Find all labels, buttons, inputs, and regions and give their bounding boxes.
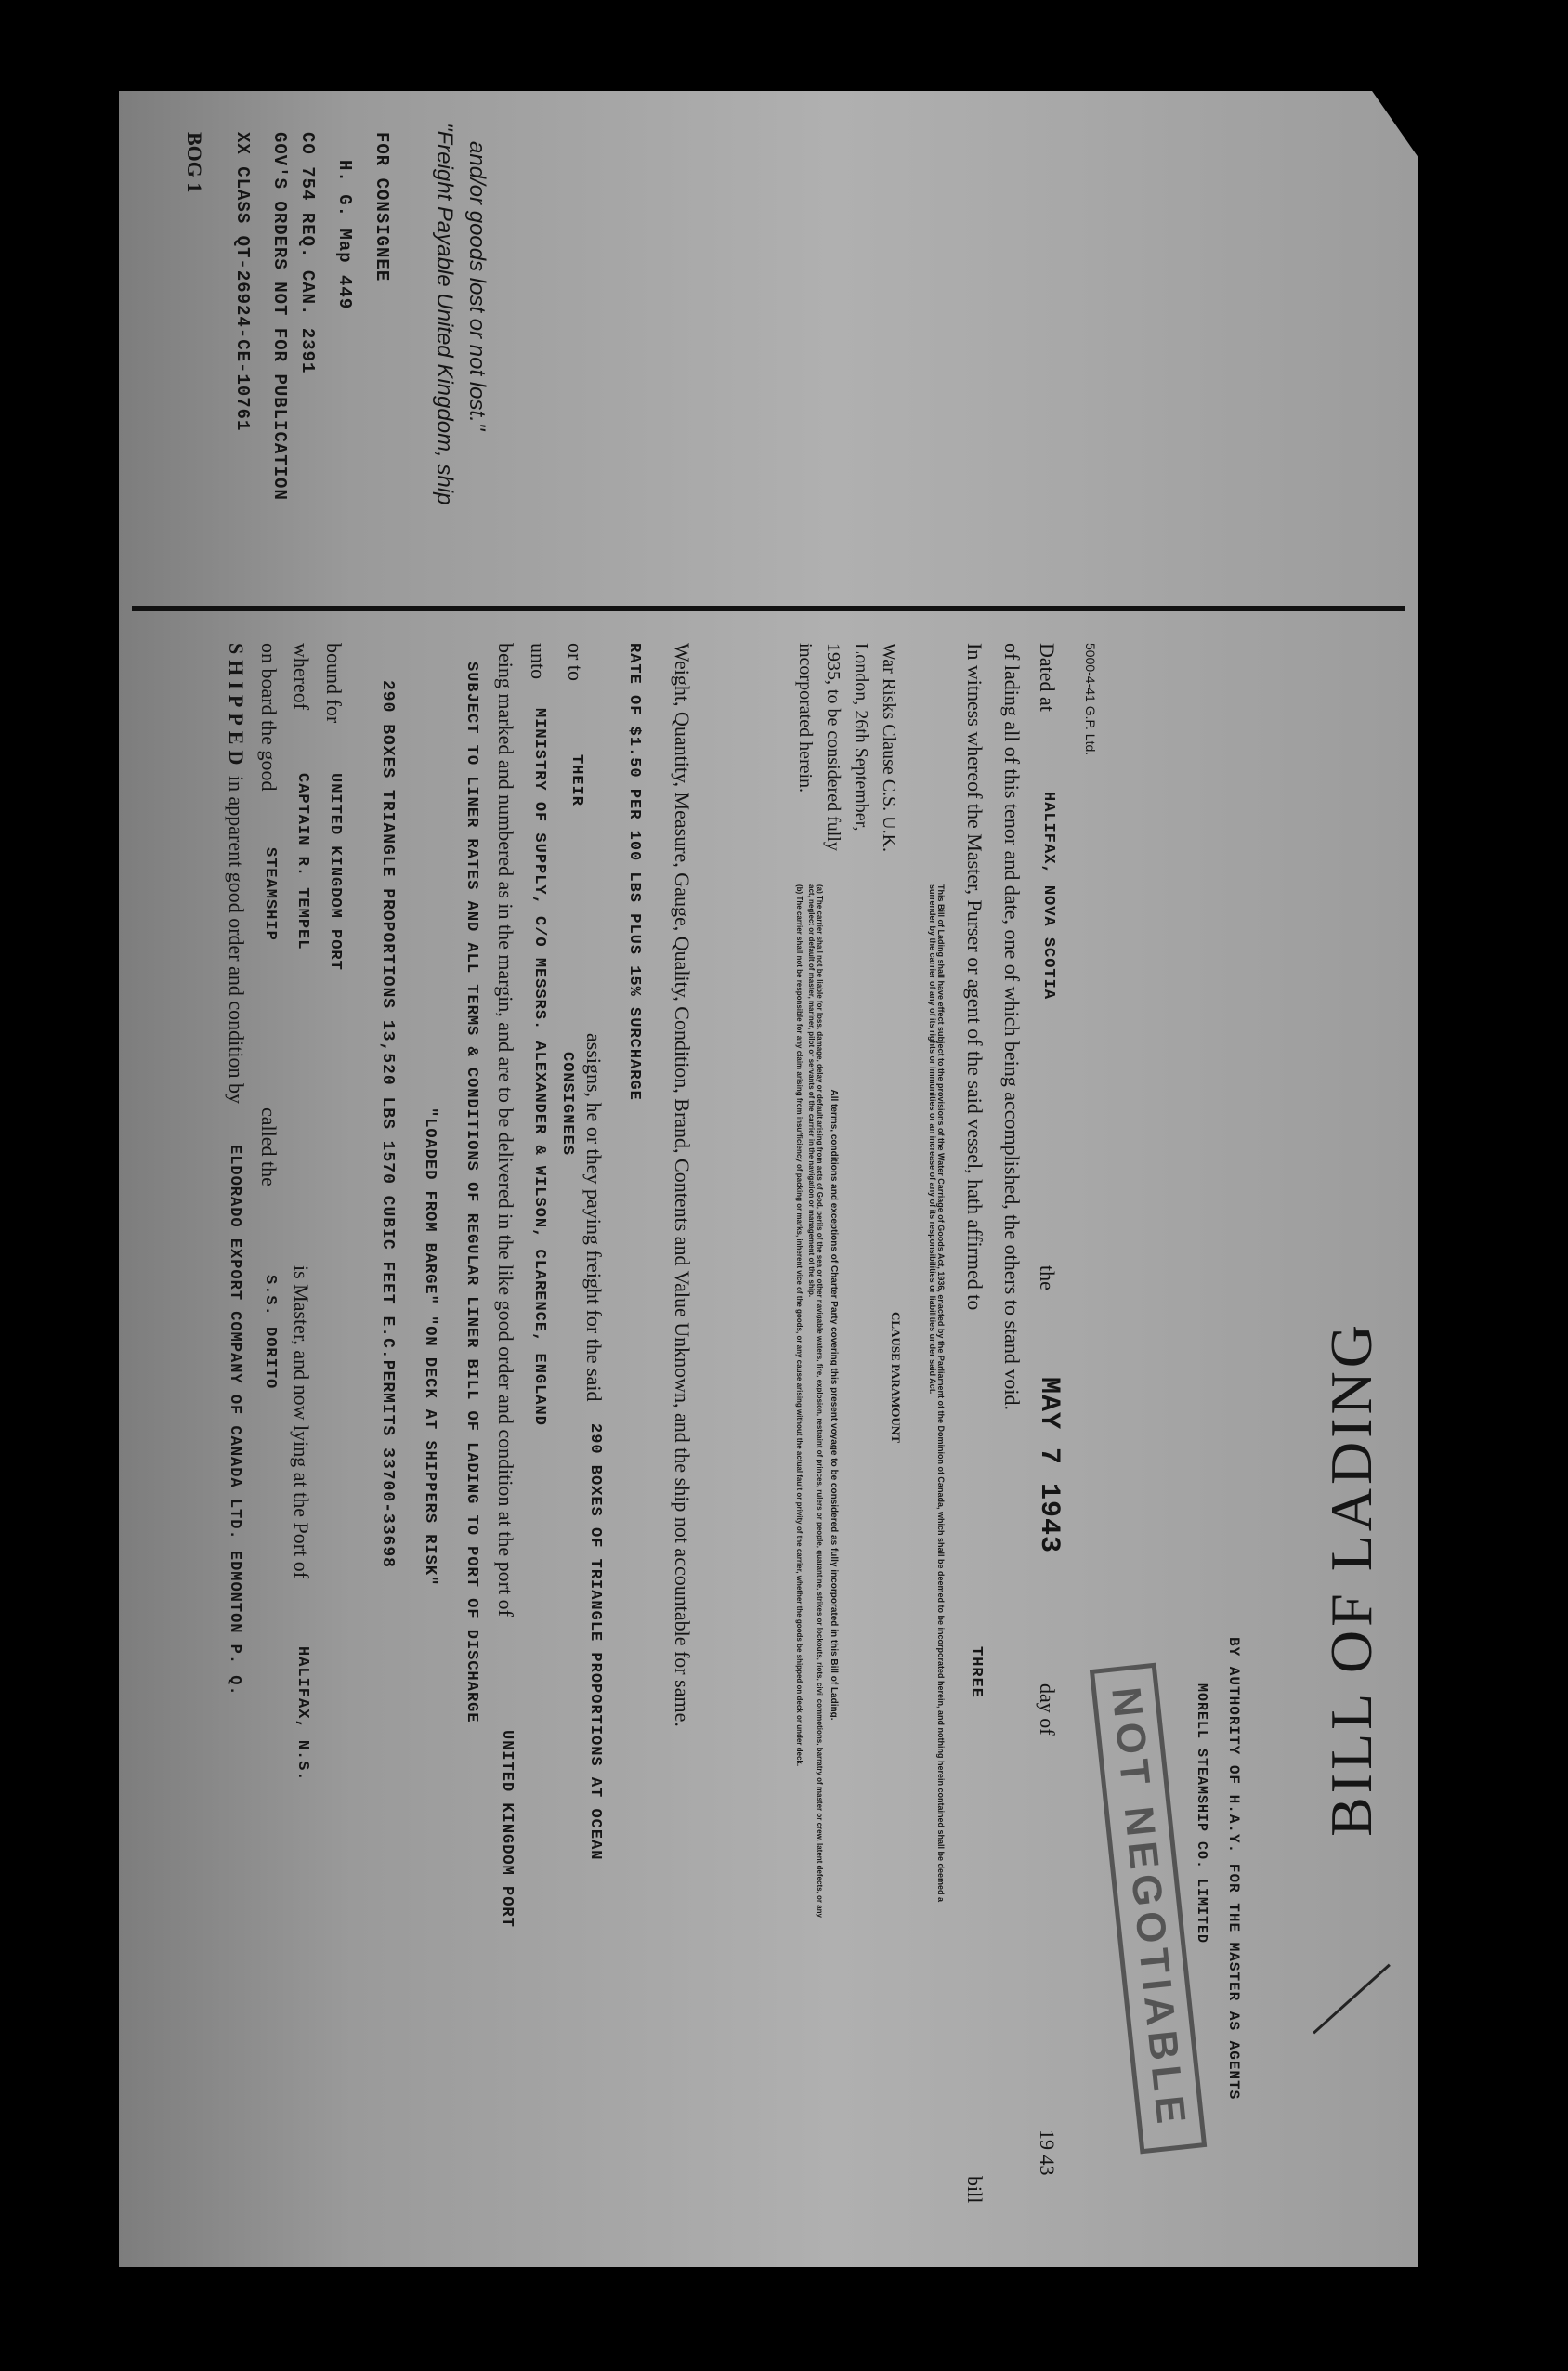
not-negotiable-stamp: NOT NEGOTIABLE [1090,1663,1207,2154]
document-title: BILL OF LADING [1318,1321,1384,1837]
notify-party: THEIR [568,754,585,807]
freight-note-2: and/or goods lost or not lost." [464,141,490,431]
or-to-label: or to [564,643,587,681]
clause-paramount-title: CLAUSE PARAMOUNT [889,1312,903,1443]
stub-line-5: FOR CONSIGNEE [372,132,392,282]
corner-note: BOG 1 [183,132,206,193]
war-risks: War Risks Clause C.S. U.K. London, 26th September, 1935, to be considered fully incorporated herein. [795,643,899,853]
the-label: the [1036,1265,1059,1290]
loaded-line: "LOADED FROM BARGE" "ON DECK AT SHIPPERS RISK" [421,1107,438,1587]
day-of-label: day of [1036,1683,1059,1736]
fine-print-2: (b) The carrier shall not be responsible for any claim arising from insufficiency of packing or marks, inherent vice of the goods, or any cause arising without the actual fault or privity of the carrier, whether the goods be shipped on deck or under deck. [795,884,804,1767]
stub-line-3: CO 754 REQ. CAN. 2391 [297,132,318,374]
marked-text: being marked and numbered as in the margin, and are to be delivered in the like good order and condition at the port of [494,643,517,1617]
signature-sub: MORELL STEAMSHIP CO. LIMITED [1194,1683,1209,1945]
stub-line-4: H. G. Map 449 [334,160,355,310]
signature-line: BY AUTHORITY OF H.A.Y. FOR THE MASTER AS AGENTS [1225,1637,1242,2101]
destination: UNITED KINGDOM PORT [326,773,344,971]
delivery-port: UNITED KINGDOM PORT [498,1730,516,1928]
whereof-label: whereof [290,643,313,711]
clause-paramount: This Bill of Lading shall have effect subject to the provisions of the Water Carriage of Goods Act, 1936, enacted by the Parliament of the Dominion of Canada, which shall be deemed to be incorporated herein, and nothing herein contained shall be deemed a surrender by the carrier of any of its rights or immunities or an increase of any of its responsibilities or liabilities under said Act. [928,884,946,1903]
shipper-name: ELDORADO EXPORT COMPANY OF CANADA LTD. EDMONTON P. Q. [226,1145,243,1696]
stub-line-2: GOV'S ORDERS NOT FOR PUBLICATION [269,132,290,501]
form-number: 5000-4-41 G.P. Ltd. [1083,643,1098,756]
vessel-name: S.S. DORITO [261,1275,279,1390]
dated-label: Dated at [1036,643,1059,712]
lading-text: of lading all of this tenor and date, one of which being accomplished, the others to stand void. [1000,643,1024,1411]
shipped-label: SHIPPED [225,643,248,771]
bill-of-lading [132,104,1405,2252]
year: 19 43 [1036,2129,1059,2176]
bound-label: bound for [322,643,346,724]
date-stamp: MAY 7 1943 [1033,1377,1065,1554]
cargo-line: 290 BOXES TRIANGLE PROPORTIONS 13,520 LBS 1570 CUBIC FEET E.C.PERMITS 33700-33698 [378,680,397,1568]
stub-line-1: XX CLASS QT-26924-CE-10761 [232,132,253,432]
vessel-type: STEAMSHIP [261,847,279,941]
rate-line: RATE OF $1.50 PER 100 LBS PLUS 15% SURCHARGE [625,643,643,1101]
weight-text: Weight, Quantity, Measure, Gauge, Quality, Condition, Brand, Contents and Value Unknown, and the ship not accountable for same. [671,643,694,1727]
master-text: is Master, and now lying at the Port of [290,1265,313,1579]
consignee: MINISTRY OF SUPPLY, C/O MESSRS. ALEXANDER & WILSON, CLARENCE, ENGLAND [530,708,548,1426]
master-name: CAPTAIN R. TEMPEL [294,773,311,950]
subject-line: SUBJECT TO LINER RATES AND ALL TERMS & CONDITIONS OF REGULAR LINER BILL OF LADING TO PORT OF DISCHARGE [463,662,480,1723]
consignees-stamp: CONSIGNEES [558,1052,576,1157]
called-the: called the [257,1107,281,1186]
terms-block [795,884,838,1925]
witness-text: In witness whereof the Master, Purser or agent of the said vessel, hath affirmed to [963,643,987,1311]
freight-note-1: "Freight Payable United Kingdom, ship [432,123,457,505]
divider-rule [132,606,1405,611]
shipped-text: in apparent good order and condition by [225,775,248,1104]
unto-label: unto [527,643,550,680]
on-board-label: on board the good [257,643,281,792]
three-copies: THREE [967,1646,985,1699]
freight-goods: 290 BOXES OF TRIANGLE PROPORTIONS AT OCEAN [586,1423,604,1861]
fine-print-1: (a) The carrier shall not be liable for loss, damage, delay or default arising from acts of God, perils of the sea or other navigable waters, fire, explosion, restraint of princes, rulers or people, quarantine, strikes or lockouts, riots, civil commotions, barratry of master or crew, latent defects, or any act, neglect or default of master, mariner, pilot or servants of the carrier in the navigation or management of the ship. [807,884,824,1919]
bill-label: bill [963,2176,987,2204]
all-terms: All terms, conditions and exceptions of Charter Party covering this present voyage to be considered as fully incorporated in this Bill of Lading. [829,1089,839,1721]
shipped-row [224,643,248,1104]
port-of-loading: HALIFAX, N.S. [294,1646,311,1782]
assigns-text: assigns, he or they paying freight for the said [582,1033,606,1402]
dated-place: HALIFAX, NOVA SCOTIA [1039,792,1057,1001]
